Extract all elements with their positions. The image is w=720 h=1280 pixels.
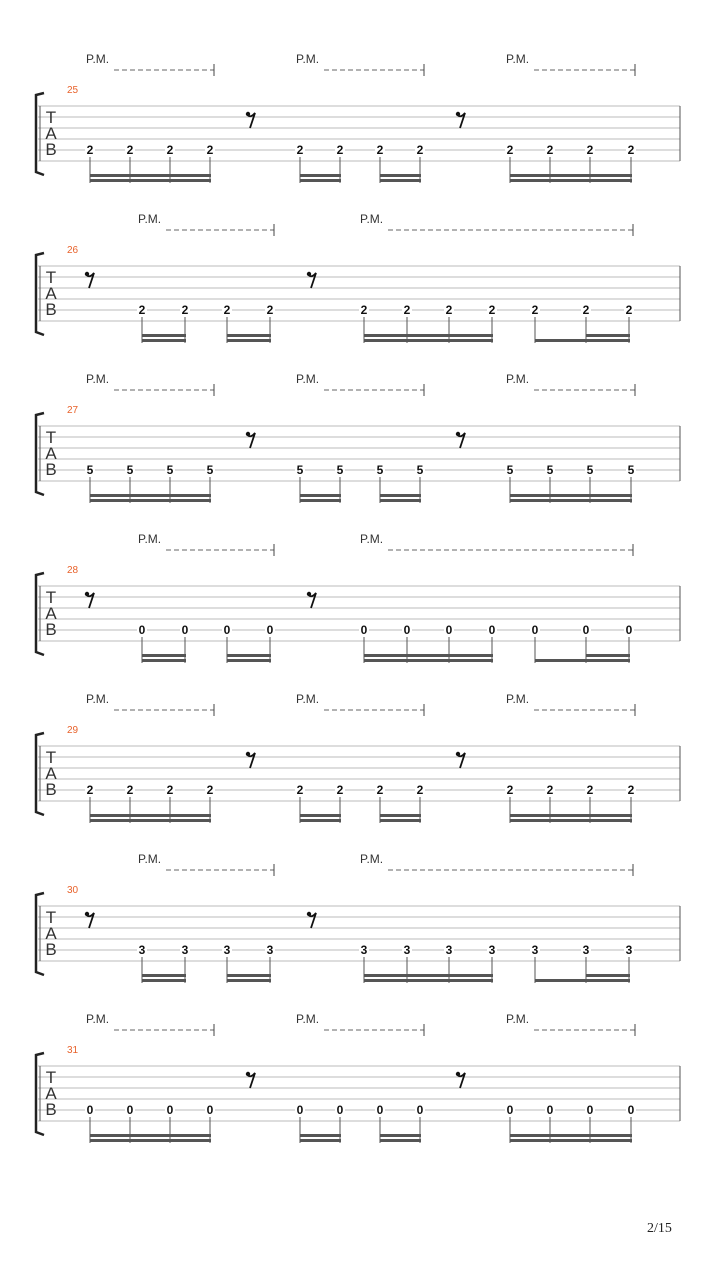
beam xyxy=(227,654,271,657)
fret-number: 0 xyxy=(336,1103,344,1117)
tab-clef-letter: T xyxy=(45,428,57,447)
beam xyxy=(510,814,632,817)
beam xyxy=(90,499,211,502)
palm-mute-label: P.M. xyxy=(138,532,162,546)
beam xyxy=(227,334,271,337)
fret-number: 0 xyxy=(296,1103,304,1117)
fret-number: 0 xyxy=(403,623,411,637)
tab-clef-letter: B xyxy=(45,620,57,639)
fret-number: 5 xyxy=(86,463,94,477)
fret-number: 2 xyxy=(336,143,344,157)
fret-number: 2 xyxy=(86,143,94,157)
fret-number: 0 xyxy=(546,1103,554,1117)
palm-mute-label: P.M. xyxy=(86,372,110,386)
fret-number: 2 xyxy=(506,783,514,797)
fret-number: 2 xyxy=(546,783,554,797)
beam xyxy=(227,974,271,977)
beam xyxy=(510,499,632,502)
beam xyxy=(510,494,632,497)
beam xyxy=(535,339,630,342)
beam xyxy=(586,334,630,337)
eighth-rest-dot xyxy=(85,592,89,596)
tab-clef-letter: T xyxy=(45,1068,57,1087)
beam xyxy=(510,819,632,822)
tab-system xyxy=(36,372,680,503)
tab-clef-letter: A xyxy=(45,444,57,463)
palm-mute-label: P.M. xyxy=(296,1012,320,1026)
beam xyxy=(380,814,421,817)
fret-number: 3 xyxy=(223,943,231,957)
beam xyxy=(227,339,271,342)
fret-number: 2 xyxy=(181,303,189,317)
palm-mute-label: P.M. xyxy=(296,692,320,706)
fret-number: 5 xyxy=(416,463,424,477)
beam xyxy=(142,654,186,657)
fret-number: 0 xyxy=(360,623,368,637)
fret-number: 0 xyxy=(582,623,590,637)
tab-clef-letter: A xyxy=(45,604,57,623)
beam xyxy=(300,174,341,177)
tab-clef-letter: T xyxy=(45,908,57,927)
palm-mute-label: P.M. xyxy=(138,852,162,866)
fret-number: 5 xyxy=(586,463,594,477)
palm-mute-label: P.M. xyxy=(86,1012,110,1026)
beam xyxy=(364,334,493,337)
beam xyxy=(300,499,341,502)
tab-system xyxy=(36,52,680,183)
palm-mute-label: P.M. xyxy=(506,52,530,66)
tab-clef-letter: B xyxy=(45,140,57,159)
fret-number: 0 xyxy=(266,623,274,637)
tab-clef-letter: B xyxy=(45,940,57,959)
eighth-rest-dot xyxy=(456,752,460,756)
palm-mute-label: P.M. xyxy=(506,1012,530,1026)
measure-number: 29 xyxy=(67,725,79,736)
tab-clef-letter: A xyxy=(45,284,57,303)
beam xyxy=(90,1139,211,1142)
fret-number: 0 xyxy=(166,1103,174,1117)
fret-number: 3 xyxy=(138,943,146,957)
fret-number: 5 xyxy=(126,463,134,477)
fret-number: 2 xyxy=(296,783,304,797)
fret-number: 2 xyxy=(586,143,594,157)
fret-number: 0 xyxy=(586,1103,594,1117)
fret-number: 2 xyxy=(206,783,214,797)
fret-number: 0 xyxy=(376,1103,384,1117)
eighth-rest-dot xyxy=(85,912,89,916)
beam xyxy=(535,979,630,982)
beam xyxy=(142,339,186,342)
beam xyxy=(380,174,421,177)
tab-clef-letter: A xyxy=(45,124,57,143)
eighth-rest-dot xyxy=(246,752,250,756)
eighth-rest-dot xyxy=(456,112,460,116)
fret-number: 2 xyxy=(166,143,174,157)
eighth-rest-dot xyxy=(456,432,460,436)
beam xyxy=(510,1139,632,1142)
beam xyxy=(300,1139,341,1142)
measure-number: 31 xyxy=(67,1045,79,1056)
fret-number: 0 xyxy=(625,623,633,637)
fret-number: 3 xyxy=(403,943,411,957)
fret-number: 2 xyxy=(627,143,635,157)
beam xyxy=(380,494,421,497)
beam xyxy=(90,819,211,822)
tab-clef-letter: A xyxy=(45,764,57,783)
fret-number: 2 xyxy=(445,303,453,317)
beam xyxy=(142,979,186,982)
beam xyxy=(90,174,211,177)
tab-system xyxy=(36,852,680,983)
beam xyxy=(300,814,341,817)
fret-number: 3 xyxy=(266,943,274,957)
tab-clef-letter: A xyxy=(45,924,57,943)
beam xyxy=(364,659,493,662)
tab-clef-letter: T xyxy=(45,108,57,127)
beam xyxy=(364,979,493,982)
fret-number: 5 xyxy=(336,463,344,477)
fret-number: 3 xyxy=(582,943,590,957)
fret-number: 2 xyxy=(506,143,514,157)
eighth-rest-dot xyxy=(246,112,250,116)
fret-number: 0 xyxy=(138,623,146,637)
tab-clef-letter: B xyxy=(45,300,57,319)
eighth-rest-dot xyxy=(307,592,311,596)
fret-number: 5 xyxy=(506,463,514,477)
fret-number: 3 xyxy=(445,943,453,957)
fret-number: 2 xyxy=(266,303,274,317)
beam xyxy=(380,819,421,822)
measure-number: 27 xyxy=(67,405,79,416)
tab-clef-letter: T xyxy=(45,748,57,767)
beam xyxy=(535,659,630,662)
page-number: 2/15 xyxy=(647,1221,672,1236)
tab-clef-letter: T xyxy=(45,588,57,607)
beam xyxy=(510,1134,632,1137)
beam xyxy=(227,659,271,662)
palm-mute-label: P.M. xyxy=(296,52,320,66)
fret-number: 0 xyxy=(126,1103,134,1117)
tab-system xyxy=(36,212,680,343)
beam xyxy=(586,974,630,977)
beam xyxy=(90,494,211,497)
fret-number: 2 xyxy=(126,143,134,157)
beam xyxy=(380,1139,421,1142)
palm-mute-label: P.M. xyxy=(296,372,320,386)
fret-number: 0 xyxy=(181,623,189,637)
beam xyxy=(90,179,211,182)
fret-number: 0 xyxy=(416,1103,424,1117)
fret-number: 5 xyxy=(376,463,384,477)
fret-number: 2 xyxy=(223,303,231,317)
fret-number: 0 xyxy=(627,1103,635,1117)
palm-mute-label: P.M. xyxy=(360,532,384,546)
palm-mute-label: P.M. xyxy=(86,692,110,706)
fret-number: 5 xyxy=(546,463,554,477)
fret-number: 3 xyxy=(360,943,368,957)
fret-number: 0 xyxy=(445,623,453,637)
fret-number: 2 xyxy=(376,783,384,797)
beam xyxy=(90,1134,211,1137)
beam xyxy=(142,974,186,977)
fret-number: 3 xyxy=(181,943,189,957)
fret-number: 2 xyxy=(586,783,594,797)
eighth-rest-dot xyxy=(307,272,311,276)
fret-number: 0 xyxy=(488,623,496,637)
tab-clef-letter: B xyxy=(45,460,57,479)
beam xyxy=(300,179,341,182)
beam xyxy=(380,179,421,182)
fret-number: 2 xyxy=(488,303,496,317)
beam xyxy=(586,654,630,657)
eighth-rest-dot xyxy=(307,912,311,916)
eighth-rest-dot xyxy=(246,1072,250,1076)
fret-number: 5 xyxy=(627,463,635,477)
fret-number: 5 xyxy=(206,463,214,477)
beam xyxy=(364,654,493,657)
beam xyxy=(300,1134,341,1137)
beam xyxy=(142,334,186,337)
beam xyxy=(227,979,271,982)
fret-number: 2 xyxy=(416,783,424,797)
beam xyxy=(380,1134,421,1137)
measure-number: 25 xyxy=(67,85,79,96)
beam xyxy=(90,814,211,817)
fret-number: 5 xyxy=(296,463,304,477)
fret-number: 3 xyxy=(531,943,539,957)
fret-number: 2 xyxy=(138,303,146,317)
fret-number: 2 xyxy=(376,143,384,157)
tab-clef-letter: T xyxy=(45,268,57,287)
beam xyxy=(364,339,493,342)
palm-mute-label: P.M. xyxy=(506,692,530,706)
fret-number: 0 xyxy=(86,1103,94,1117)
beam xyxy=(380,499,421,502)
beam xyxy=(510,174,632,177)
beam xyxy=(364,974,493,977)
tab-clef-letter: A xyxy=(45,1084,57,1103)
fret-number: 5 xyxy=(166,463,174,477)
palm-mute-label: P.M. xyxy=(506,372,530,386)
beam xyxy=(142,659,186,662)
fret-number: 2 xyxy=(582,303,590,317)
palm-mute-label: P.M. xyxy=(360,212,384,226)
measure-number: 30 xyxy=(67,885,79,896)
fret-number: 2 xyxy=(86,783,94,797)
tab-clef-letter: B xyxy=(45,780,57,799)
measure-number: 26 xyxy=(67,245,79,256)
fret-number: 0 xyxy=(531,623,539,637)
measure-number: 28 xyxy=(67,565,79,576)
palm-mute-label: P.M. xyxy=(360,852,384,866)
beam xyxy=(300,494,341,497)
eighth-rest-dot xyxy=(85,272,89,276)
fret-number: 2 xyxy=(296,143,304,157)
fret-number: 2 xyxy=(416,143,424,157)
fret-number: 2 xyxy=(360,303,368,317)
tab-clef-letter: B xyxy=(45,1100,57,1119)
fret-number: 2 xyxy=(531,303,539,317)
eighth-rest-dot xyxy=(246,432,250,436)
fret-number: 2 xyxy=(627,783,635,797)
palm-mute-label: P.M. xyxy=(86,52,110,66)
tab-system xyxy=(36,532,680,663)
fret-number: 0 xyxy=(223,623,231,637)
beam xyxy=(510,179,632,182)
tab-system xyxy=(36,692,680,823)
tab-system xyxy=(36,1012,680,1143)
fret-number: 2 xyxy=(403,303,411,317)
eighth-rest-dot xyxy=(456,1072,460,1076)
fret-number: 2 xyxy=(336,783,344,797)
fret-number: 2 xyxy=(206,143,214,157)
beam xyxy=(300,819,341,822)
fret-number: 2 xyxy=(546,143,554,157)
fret-number: 2 xyxy=(166,783,174,797)
fret-number: 3 xyxy=(625,943,633,957)
palm-mute-label: P.M. xyxy=(138,212,162,226)
fret-number: 2 xyxy=(625,303,633,317)
fret-number: 3 xyxy=(488,943,496,957)
fret-number: 0 xyxy=(506,1103,514,1117)
fret-number: 2 xyxy=(126,783,134,797)
fret-number: 0 xyxy=(206,1103,214,1117)
